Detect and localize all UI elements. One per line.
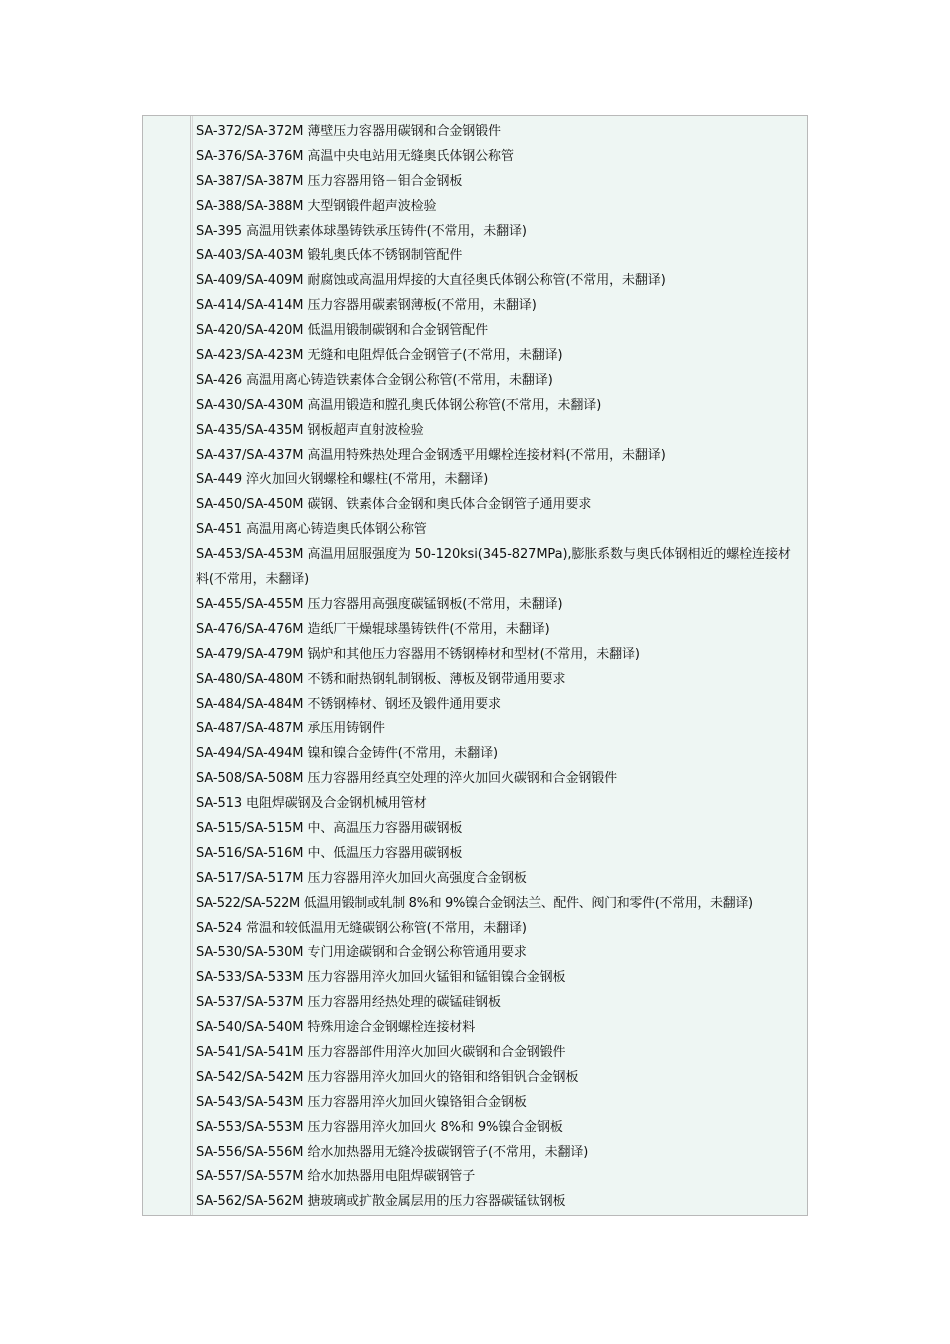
- list-item: SA-420/SA-420M 低温用锻制碳钢和合金钢管配件: [196, 323, 489, 339]
- list-item: SA-543/SA-543M 压力容器用淬火加回火镍铬钼合金钢板: [196, 1094, 527, 1110]
- list-item: SA-395 高温用铁素体球墨铸铁承压铸件(不常用，未翻译): [196, 223, 527, 239]
- list-item: SA-530/SA-530M 专门用途碳钢和合金钢公称管通用要求: [196, 945, 527, 961]
- list-item: SA-517/SA-517M 压力容器用淬火加回火高强度合金钢板: [196, 870, 527, 886]
- list-item: SA-484/SA-484M 不锈钢棒材、钢坯及锻件通用要求: [196, 696, 501, 712]
- list-item: SA-522/SA-522M 低温用锻制或轧制 8%和 9%镍合金钢法兰、配件、阀门和零件(不常用，未翻译): [196, 895, 753, 911]
- list-item: SA-451 高温用离心铸造奥氏体钢公称管: [196, 522, 427, 538]
- list-item: SA-562/SA-562M 搪玻璃或扩散金属层用的压力容器碳锰钛钢板: [196, 1194, 566, 1210]
- list-item: SA-480/SA-480M 不锈和耐热钢轧制钢板、薄板及钢带通用要求: [196, 671, 566, 687]
- list-item: SA-409/SA-409M 耐腐蚀或高温用焊接的大直径奥氏体钢公称管(不常用，未翻译): [196, 273, 666, 289]
- list-item: SA-388/SA-388M 大型钢锻件超声波检验: [196, 198, 437, 214]
- list-item: SA-516/SA-516M 中、低温压力容器用碳钢板: [196, 845, 463, 861]
- list-item: SA-476/SA-476M 造纸厂干燥辊球墨铸铁件(不常用，未翻译): [196, 621, 550, 637]
- list-item: SA-372/SA-372M 薄壁压力容器用碳钢和合金钢锻件: [196, 124, 501, 139]
- list-item: SA-455/SA-455M 压力容器用高强度碳锰钢板(不常用，未翻译): [196, 596, 563, 612]
- table-content-cell: [192, 116, 807, 1215]
- list-item: SA-487/SA-487M 承压用铸钢件: [196, 721, 385, 737]
- list-item: SA-414/SA-414M 压力容器用碳素钢薄板(不常用，未翻译): [196, 298, 537, 314]
- list-item: SA-387/SA-387M 压力容器用铬－钼合金钢板: [196, 173, 463, 189]
- list-item: SA-403/SA-403M 锻轧奥氏体不锈钢制管配件: [196, 248, 463, 264]
- list-item: SA-437/SA-437M 高温用特殊热处理合金钢透平用螺栓连接材料(不常用，未翻译): [196, 447, 666, 463]
- list-item: SA-426 高温用离心铸造铁素体合金钢公称管(不常用，未翻译): [196, 372, 553, 388]
- list-item: SA-450/SA-450M 碳钢、铁素体合金钢和奥氏体合金钢管子通用要求: [196, 497, 592, 513]
- list-item: SA-515/SA-515M 中、高温压力容器用碳钢板: [196, 820, 463, 836]
- list-item: SA-453/SA-453M 高温用屈服强度为 50-120ksi(345-827MPa),膨胀系数与奥氏体钢相近的螺栓连接材料(不常用，未翻译): [196, 547, 791, 588]
- list-item: SA-524 常温和较低温用无缝碳钢公称管(不常用，未翻译): [196, 920, 527, 936]
- standards-table: [142, 115, 808, 1216]
- list-item: SA-542/SA-542M 压力容器用淬火加回火的铬钼和络钼钒合金钢板: [196, 1069, 579, 1085]
- list-item: SA-449 淬火加回火钢螺栓和螺柱(不常用，未翻译): [196, 472, 489, 488]
- list-item: SA-533/SA-533M 压力容器用淬火加回火锰钼和锰钼镍合金钢板: [196, 970, 566, 986]
- list-item: SA-553/SA-553M 压力容器用淬火加回火 8%和 9%镍合金钢板: [196, 1119, 563, 1135]
- list-item: SA-556/SA-556M 给水加热器用无缝冷拔碳钢管子(不常用，未翻译): [196, 1144, 589, 1160]
- list-item: SA-423/SA-423M 无缝和电阻焊低合金钢管子(不常用，未翻译): [196, 348, 563, 364]
- list-item: SA-435/SA-435M 钢板超声直射波检验: [196, 422, 424, 438]
- standards-list: [196, 120, 807, 1215]
- list-item: SA-541/SA-541M 压力容器部件用淬火加回火碳钢和合金钢锻件: [196, 1044, 566, 1060]
- list-item: SA-557/SA-557M 给水加热器用电阻焊碳钢管子: [196, 1169, 476, 1185]
- list-item: SA-540/SA-540M 特殊用途合金钢螺栓连接材料: [196, 1020, 476, 1036]
- list-item: SA-494/SA-494M 镍和镍合金铸件(不常用，未翻译): [196, 746, 498, 762]
- list-item: SA-537/SA-537M 压力容器用经热处理的碳锰硅钢板: [196, 995, 501, 1011]
- list-item: SA-479/SA-479M 锅炉和其他压力容器用不锈钢棒材和型材(不常用，未翻译): [196, 646, 640, 662]
- list-item: SA-508/SA-508M 压力容器用经真空处理的淬火加回火碳钢和合金钢锻件: [196, 771, 618, 787]
- list-item: SA-430/SA-430M 高温用锻造和膛孔奥氏体钢公称管(不常用，未翻译): [196, 397, 602, 413]
- list-item: SA-376/SA-376M 高温中央电站用无缝奥氏体钢公称管: [196, 148, 514, 164]
- table-left-cell: [143, 116, 191, 1215]
- list-item: SA-513 电阻焊碳钢及合金钢机械用管材: [196, 796, 427, 812]
